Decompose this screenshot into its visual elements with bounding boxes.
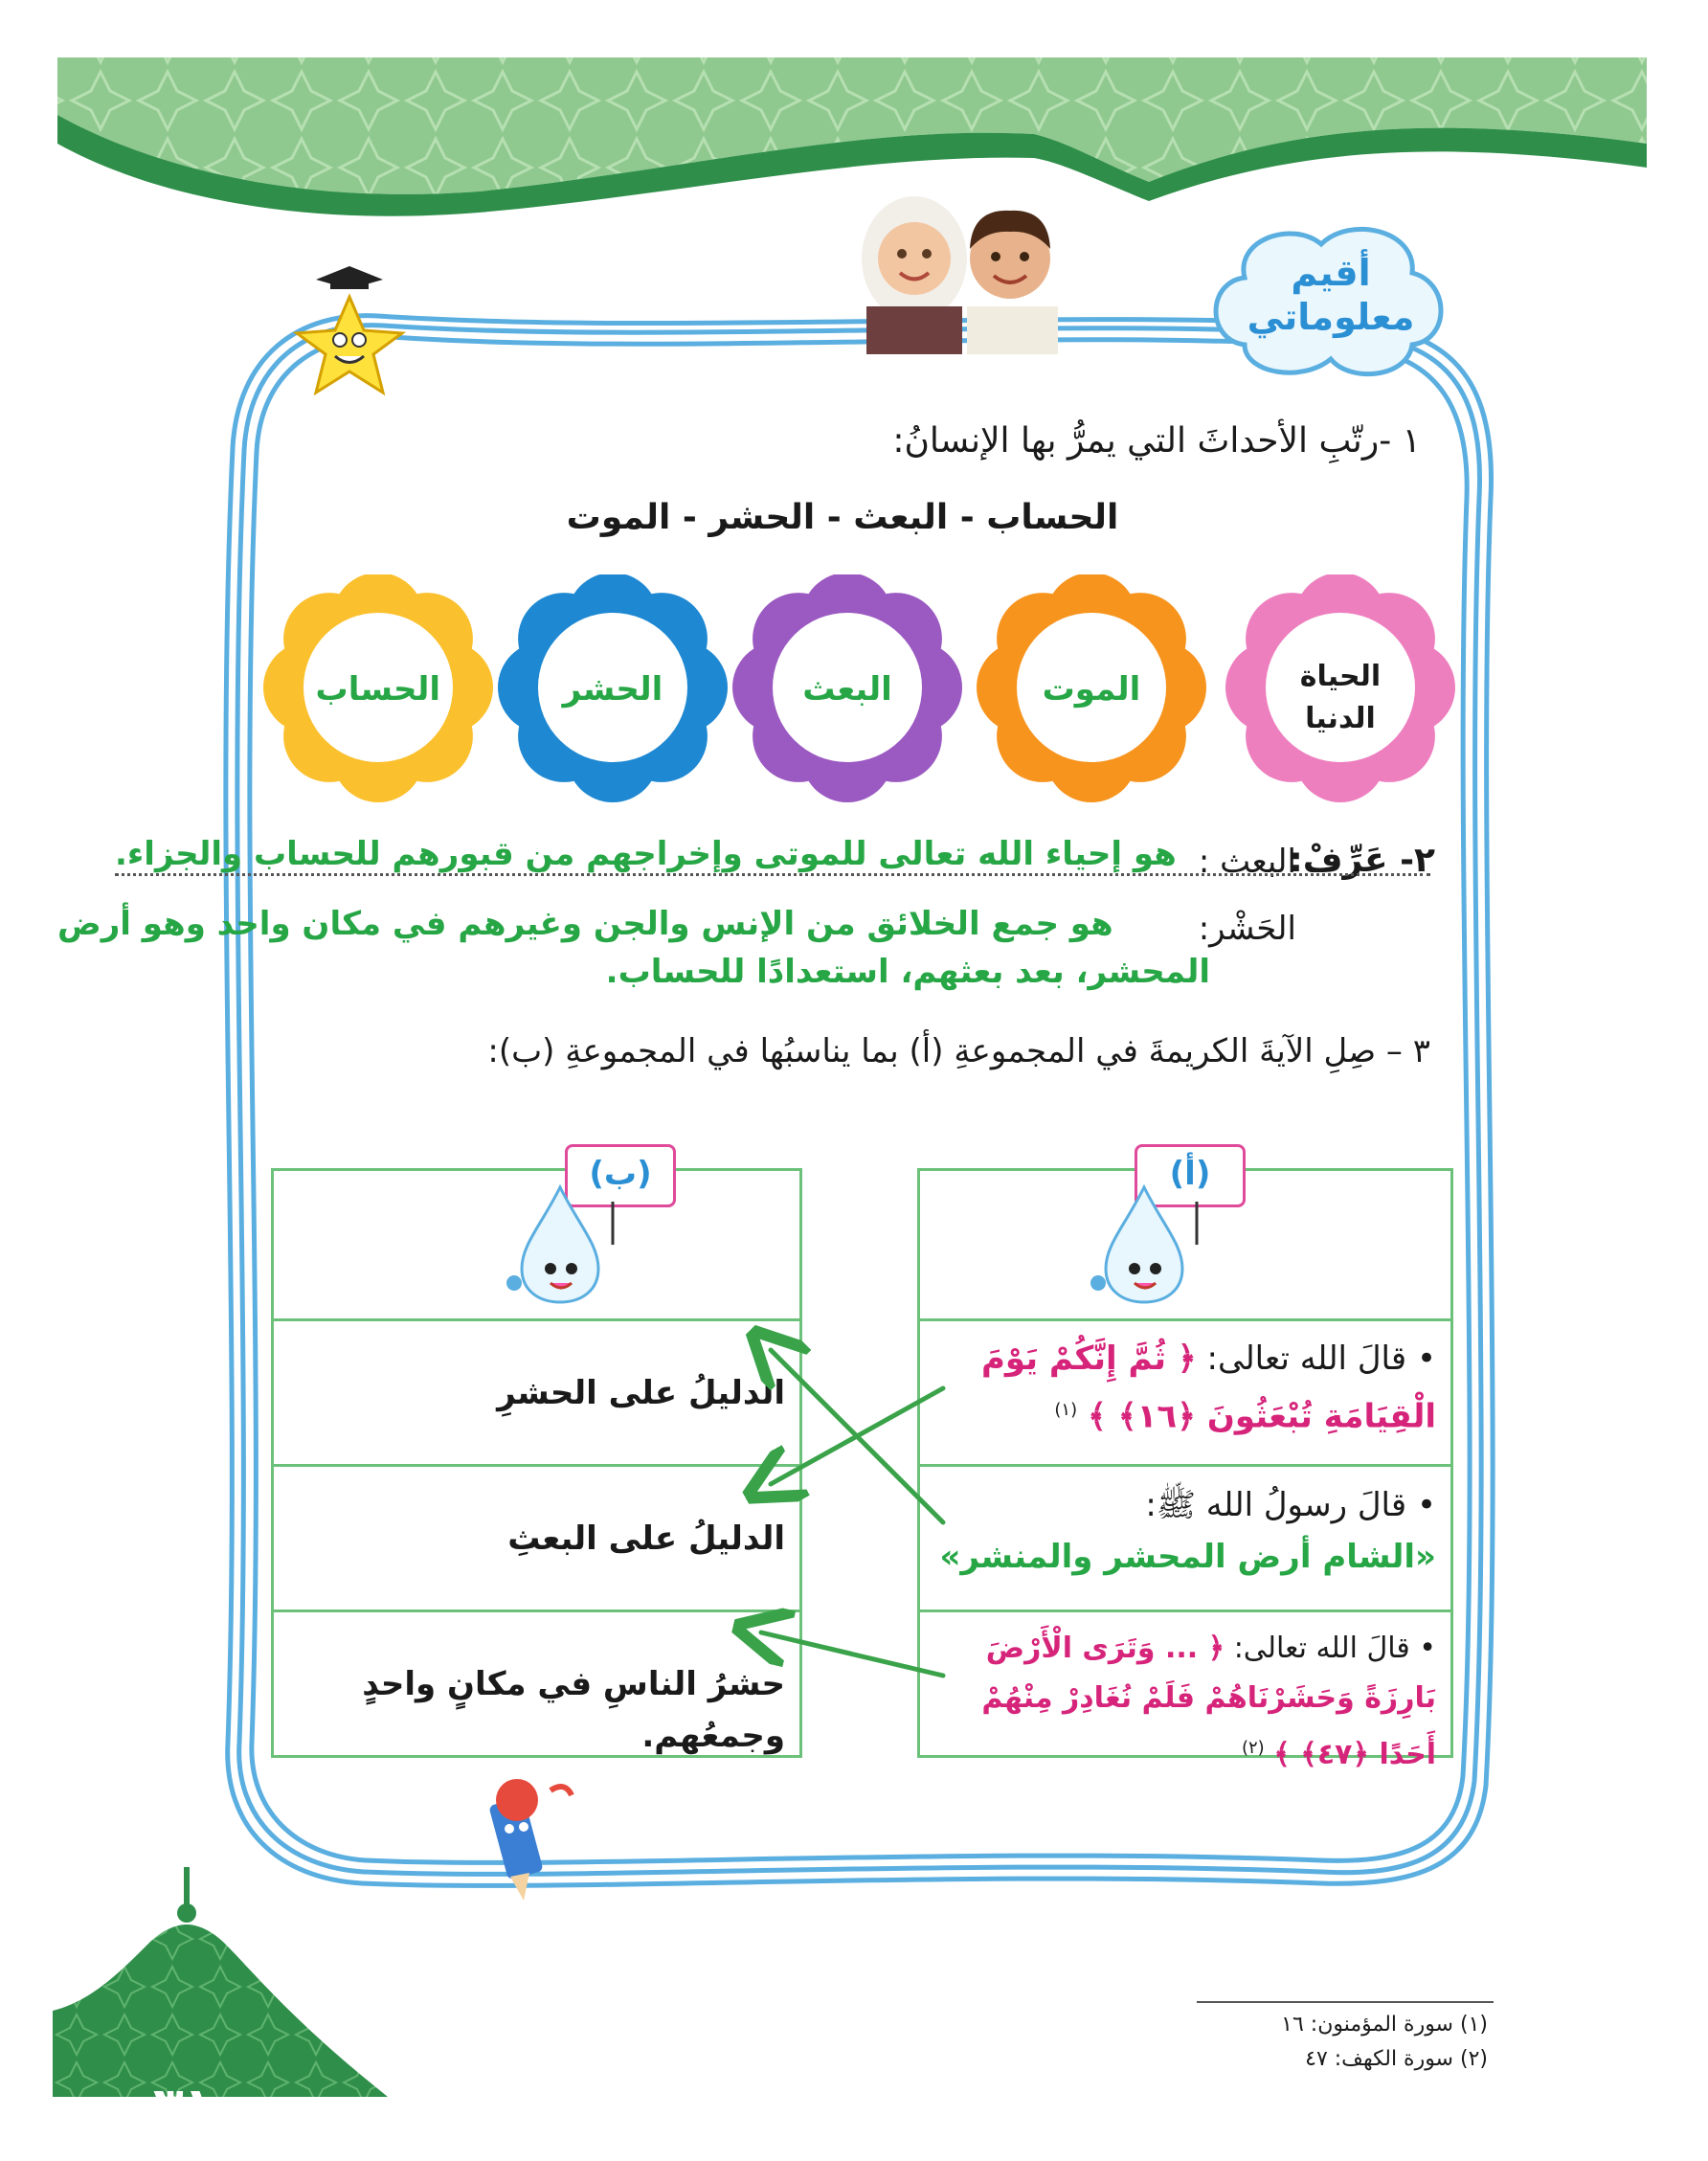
group-b-sign: (ب) — [565, 1144, 676, 1207]
footnote-divider — [1197, 2001, 1494, 2003]
badge-title: أقيم معلوماتي — [1247, 252, 1415, 338]
footnote-2: (٢) سورة الكهف: ٤٧ — [1305, 2047, 1488, 2071]
arrow-a2-to-b1 — [771, 1350, 943, 1522]
q1-prompt: ١ -رتّبِ الأحداثَ التي يمرُّ بها الإنسانُ: — [892, 421, 1421, 461]
flower-label-3: البعث — [802, 670, 892, 709]
q2-term-ba3th: البعث : — [1198, 843, 1296, 881]
q2-term-hashr: الحَشْر: — [1198, 910, 1296, 948]
q1-options: الحساب - البعث - الحشر - الموت — [566, 498, 1119, 537]
flower-label-2: الموت — [1042, 670, 1141, 709]
group-a-item-3: • قالَ الله تعالى: ﴿ ... وَتَرَى الْأَرْضَ بَارِزَةً وَحَشَرْنَاهُمْ فَلَمْ نُغَادِرْ مِنْهُمْ أَحَدًا ﴿٤٧﴾ ﴾ $^{(٢)}$ — [981, 1632, 1436, 1771]
arrow-a3-to-b3 — [761, 1632, 943, 1676]
group-a-item-1: • قالَ الله تعالى: ﴿ ثُمَّ إِنَّكُمْ يَوْمَ الْقِيَامَةِ تُبْعَثُونَ ﴿١٦﴾ ﴾ $^{(١)}$ — [981, 1339, 1436, 1436]
q2-answer-hashr-line2: المحشر، بعد بعثهم، استعدادًا للحساب. — [605, 953, 1210, 991]
page-number: ٣١ — [153, 2078, 214, 2135]
flower-label-5: الحساب — [315, 670, 440, 709]
group-b-item-1: الدليلُ على الحشرِ — [497, 1374, 785, 1412]
q2-answer-ba3th: هو إحياء الله تعالى للموتى وإخراجهم من قبورهم للحساب والجزاء. — [115, 835, 1430, 876]
group-a-item-2: • قالَ رسولُ الله ﷺ: «الشام أرض المحشر والمنشر» — [939, 1486, 1436, 1576]
group-b-item-3: حشرُ الناسِ في مكانٍ واحدٍ وجمعُهم. — [362, 1665, 785, 1755]
group-a-sign: (أ) — [1135, 1144, 1246, 1207]
group-b-item-2: الدليلُ على البعثِ — [507, 1519, 785, 1558]
q2-prompt: ٢- عَرِّفْ: — [1289, 841, 1435, 880]
flower-label-1: الحياة الدنيا — [1299, 660, 1382, 735]
mosque-dome-corner — [53, 1867, 388, 2097]
pencil-mascot-icon — [464, 1771, 584, 1905]
flower-label-4: الحشر — [562, 670, 663, 709]
footnote-1: (١) سورة المؤمنون: ١٦ — [1281, 2013, 1488, 2037]
q3-prompt: ٣ – صِلِ الآيةَ الكريمةَ في المجموعةِ (أ) بما يناسبُها في المجموعةِ (ب): — [487, 1032, 1430, 1070]
q2-answer-hashr-line1: هو جمع الخلائق من الإنس والجن وغيرهم في مكان واحد وهو أرض — [57, 905, 1113, 943]
